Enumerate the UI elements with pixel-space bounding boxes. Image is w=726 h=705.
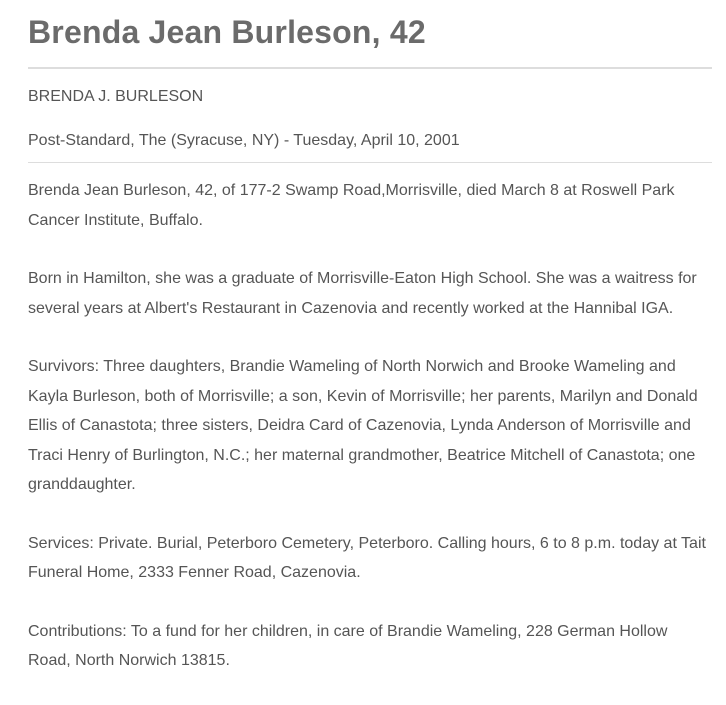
title-divider [28, 67, 712, 69]
paragraph-services: Services: Private. Burial, Peterboro Cemetery, Peterboro. Calling hours, 6 to 8 p.m. today at Tait Funeral Home, 2333 Fenner Road, Cazenovia. [28, 534, 706, 581]
paragraph-biography: Born in Hamilton, she was a graduate of Morrisville-Eaton High School. She was a waitress for several years at Albert's Restaurant in Cazenovia and recently worked at the Hannibal IGA. [28, 270, 697, 317]
paragraph-survivors: Survivors: Three daughters, Brandie Wameling of North Norwich and Brooke Wameling and Kayla Burleson, both of Morrisville; a son, Kevin of Morrisville; her parents, Marilyn and Donald Ellis of Canastota; three sisters, Deidra Card of Cazenovia, Lynda Anderson of Morrisville and Traci Henry of Burlington, N.C.; her maternal grandmother, Beatrice Mitchell of Canastota; one granddaughter. [28, 358, 698, 493]
paragraph-death-notice: Brenda Jean Burleson, 42, of 177-2 Swamp Road,Morrisville, died March 8 at Roswell Park Cancer Institute, Buffalo. [28, 182, 675, 229]
publication-source-line: Post-Standard, The (Syracuse, NY) - Tuesday, April 10, 2001 [28, 132, 460, 149]
page-title: Brenda Jean Burleson, 42 [28, 14, 426, 50]
header-divider [28, 162, 712, 163]
deceased-name-line: BRENDA J. BURLESON [28, 88, 204, 105]
obituary-body [28, 176, 712, 705]
paragraph-contributions: Contributions: To a fund for her children, in care of Brandie Wameling, 228 German Hollow Road, North Norwich 13815. [28, 622, 668, 669]
